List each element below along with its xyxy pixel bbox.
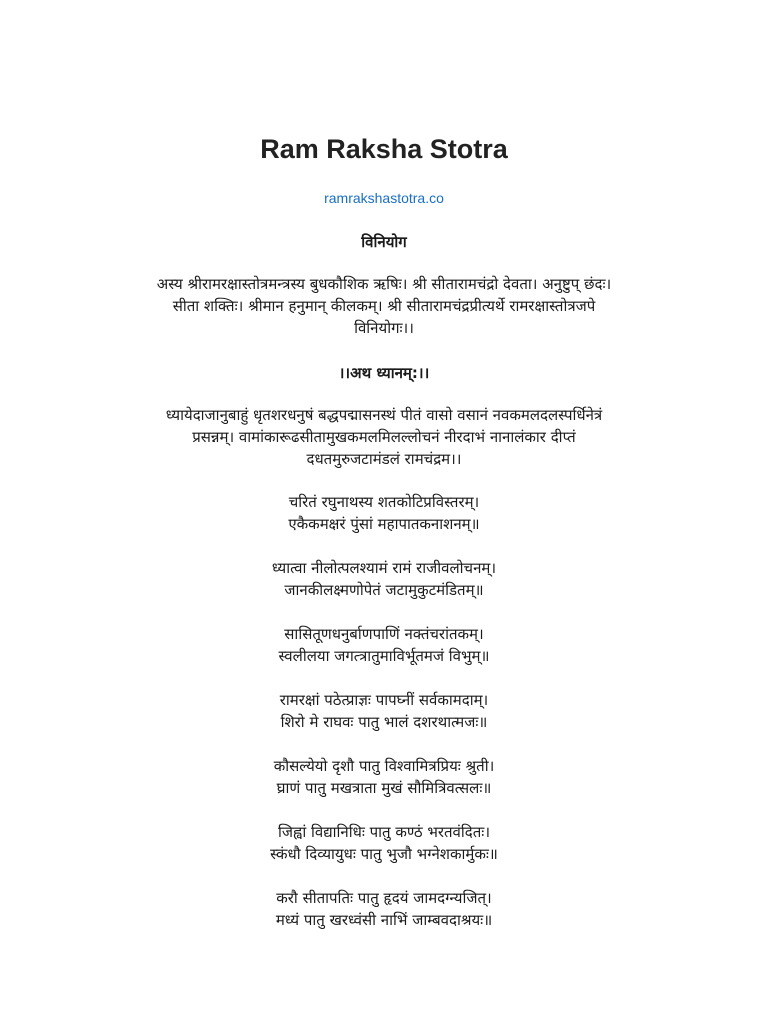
verse-line: एकैकमक्षरं पुंसां महापातकनाशनम्॥ (288, 515, 480, 533)
verse-line: सासितूणधनुर्बाणपाणिं नक्तंचरांतकम्। (284, 625, 484, 643)
viniyog-line: अस्य श्रीरामरक्षास्तोत्रमन्त्रस्य बुधकौशिक ऋषिः। श्री सीतारामचंद्रो देवता। अनुष्टुप् छंदः। (156, 275, 612, 293)
document-title: Ram Raksha Stotra (260, 134, 508, 164)
dhyan-paragraph (60, 404, 708, 470)
verse-6 (60, 821, 708, 865)
viniyog-paragraph (60, 273, 708, 339)
dhyan-line: दधतमुरुजटामंडलं रामचंद्रम।। (306, 450, 462, 468)
verse-2 (60, 557, 708, 601)
site-link[interactable]: ramrakshastotra.co (324, 190, 444, 206)
viniyog-line: सीता शक्तिः। श्रीमान हनुमान् कीलकम्। श्री सीतारामचंद्रप्रीत्यर्थे रामरक्षास्तोत्रजपे (172, 297, 596, 315)
verse-line: स्कंधौ दिव्यायुधः पातु भुजौ भग्नेशकार्मुकः॥ (270, 845, 498, 863)
verse-7 (60, 887, 708, 931)
viniyog-heading: विनियोग (361, 233, 407, 251)
verse-line: ध्यात्वा नीलोत्पलश्यामं रामं राजीवलोचनम्। (271, 559, 497, 577)
verse-line: मध्यं पातु खरध्वंसी नाभिं जाम्बवदाश्रयः॥ (275, 911, 493, 929)
verse-line: जिह्वां विद्यानिधिः पातु कण्ठं भरतवंदितः। (277, 823, 491, 841)
verse-line: शिरो मे राघवः पातु भालं दशरथात्मजः॥ (280, 713, 488, 731)
verse-4 (60, 689, 708, 733)
verse-5 (60, 755, 708, 799)
verse-line: करौ सीतापतिः पातु हृदयं जामदग्न्यजित्। (276, 889, 492, 907)
verse-line: जानकीलक्ष्मणोपेतं जटामुकुटमंडितम्॥ (284, 581, 484, 599)
viniyog-line: विनियोगः।। (354, 319, 414, 337)
dhyan-line: प्रसन्नम्। वामांकारूढसीतामुखकमलमिलल्लोचनं नीरदाभं नानालंकार दीप्तं (192, 428, 576, 446)
verse-line: स्वलीलया जगत्त्रातुमाविर्भूतमजं विभुम्॥ (278, 647, 490, 665)
verse-1 (60, 491, 708, 535)
verse-3 (60, 623, 708, 667)
verse-line: कौसल्येयो दृशौ पातु विश्वामित्रप्रियः श्रुती। (273, 757, 495, 775)
verse-line: घ्राणं पातु मखत्राता मुखं सौमित्रिवत्सलः॥ (276, 779, 492, 797)
dhyanam-heading: ।।अथ ध्यानम्:।। (338, 364, 430, 382)
verse-line: रामरक्षां पठेत्प्राज्ञः पापघ्नीं सर्वकामदाम्। (279, 691, 489, 709)
verse-line: चरितं रघुनाथस्य शतकोटिप्रविस्तरम्। (288, 493, 480, 511)
dhyan-line: ध्यायेदाजानुबाहुं धृतशरधनुषं बद्धपद्मासनस्थं पीतं वासो वसानं नवकमलदलस्पर्धिनेत्रं (165, 406, 603, 424)
